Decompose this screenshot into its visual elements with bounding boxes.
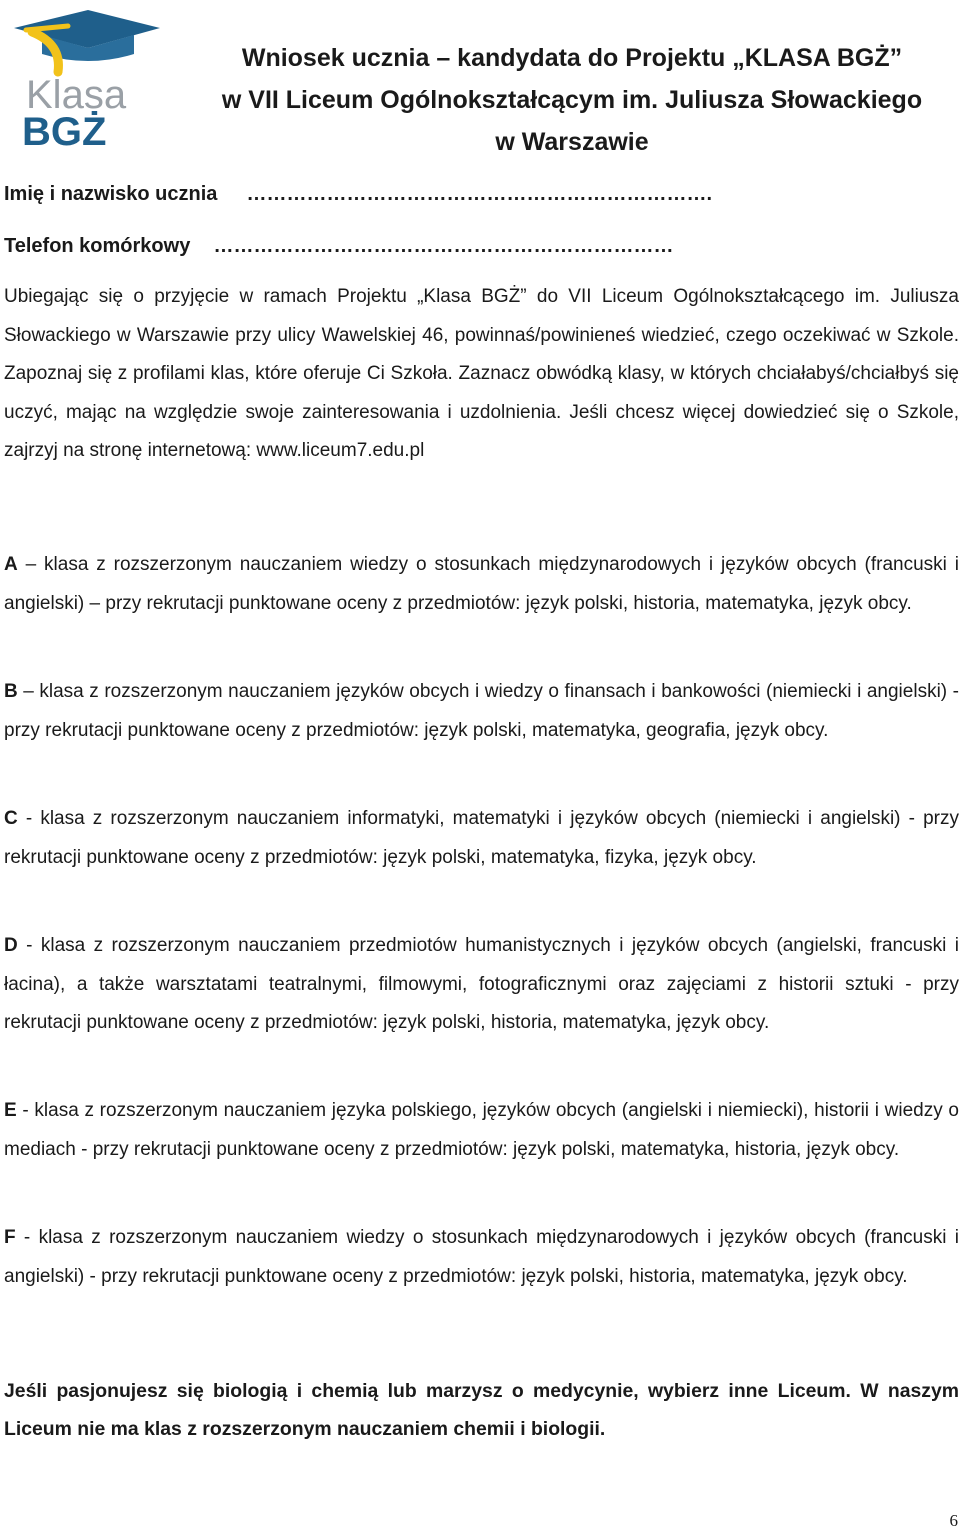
class-letter-a: A bbox=[4, 554, 18, 575]
class-description-c: - klasa z rozszerzonym nauczaniem informatyki, matematyki i języków obcych (niemiecki i angielski) - przy rekrutacji punktowane oceny z przedmiotów: język polski, matematyka, fizyka, język obcy. bbox=[4, 808, 959, 868]
page-number: 6 bbox=[949, 1511, 958, 1530]
student-name-label: Imię i nazwisko ucznia bbox=[4, 183, 218, 205]
class-profile-d bbox=[4, 927, 959, 1043]
title-line-3: w Warszawie bbox=[495, 128, 649, 156]
class-description-b: – klasa z rozszerzonym nauczaniem języków obcych i wiedzy o finansach i bankowości (niemiecki i angielski) - przy rekrutacji punktowane oceny z przedmiotów: język polski, matematyka, geografia, język obcy. bbox=[4, 681, 959, 741]
class-letter-e: E bbox=[4, 1100, 17, 1121]
class-letter-d: D bbox=[4, 935, 18, 956]
student-name-blank[interactable]: ……………………………………………………………. bbox=[246, 183, 713, 205]
svg-text:BGŻ: BGŻ bbox=[22, 110, 107, 148]
closing-note: Jeśli pasjonujesz się biologią i chemią lub marzysz o medycynie, wybierz inne Liceum. W naszym Liceum nie ma klas z rozszerzonym nauczaniem chemii i biologii. bbox=[4, 1380, 959, 1441]
class-profile-f bbox=[4, 1219, 959, 1296]
class-description-e: - klasa z rozszerzonym nauczaniem języka polskiego, języków obcych (angielski i niemiecki), historii i wiedzy o mediach - przy rekrutacji punktowane oceny z przedmiotów: język polski, matematyka, historia, język obcy. bbox=[4, 1100, 959, 1160]
class-profile-a bbox=[4, 546, 959, 623]
klasa-bgz-logo bbox=[2, 2, 160, 148]
class-profile-c bbox=[4, 800, 959, 877]
student-name-field bbox=[4, 183, 712, 206]
class-description-d: - klasa z rozszerzonym nauczaniem przedmiotów humanistycznych i języków obcych (angielski, francuski i łacina), a także warsztatami teatralnymi, filmowymi, fotograficznymi oraz zajęciami z historii sztuki - przy rekrutacji punktowane oceny z przedmiotów: język polski, historia, matematyka, język obcy. bbox=[4, 935, 959, 1034]
svg-text:Klasa: Klasa bbox=[26, 73, 127, 117]
class-description-f: - klasa z rozszerzonym nauczaniem wiedzy o stosunkach międzynarodowych i języków obcych (francuski i angielski) - przy rekrutacji punktowane oceny z przedmiotów: język polski, historia, matematyka, język obcy. bbox=[4, 1227, 959, 1287]
title-line-2: w VII Liceum Ogólnokształcącym im. Juliusza Słowackiego bbox=[221, 86, 923, 114]
class-letter-b: B bbox=[4, 681, 18, 702]
document-title bbox=[168, 37, 960, 163]
intro-paragraph: Ubiegając się o przyjęcie w ramach Projektu „Klasa BGŻ” do VII Liceum Ogólnokształcącego im. Juliusza Słowackiego w Warszawie przy ulicy Wawelskiej 46, powinnaś/powinieneś wiedzieć, czego oczekiwać w Szkole. Zapoznaj się z profilami klas, które oferuje Ci Szkoła. Zaznacz obwódką klasy, w których chciałabyś/chciałbyś się uczyć, mając na względzie swoje zainteresowania i uzdolnienia. Jeśli chcesz więcej dowiedzieć się o Szkole, zajrzyj na stronę internetową: www.liceum7.edu.pl bbox=[4, 286, 959, 462]
phone-field bbox=[4, 235, 673, 258]
class-letter-c: C bbox=[4, 808, 18, 829]
phone-blank[interactable]: …………………………………………………………… bbox=[213, 235, 674, 257]
class-description-a: – klasa z rozszerzonym nauczaniem wiedzy o stosunkach międzynarodowych i języków obcych (francuski i angielski) – przy rekrutacji punktowane oceny z przedmiotów: język polski, historia, matematyka, język obcy. bbox=[4, 554, 959, 614]
class-profile-b bbox=[4, 673, 959, 750]
class-letter-f: F bbox=[4, 1227, 16, 1248]
title-line-1: Wniosek ucznia – kandydata do Projektu „KLASA BGŻ” bbox=[241, 44, 903, 72]
class-profile-e bbox=[4, 1092, 959, 1169]
phone-label: Telefon komórkowy bbox=[4, 235, 191, 257]
